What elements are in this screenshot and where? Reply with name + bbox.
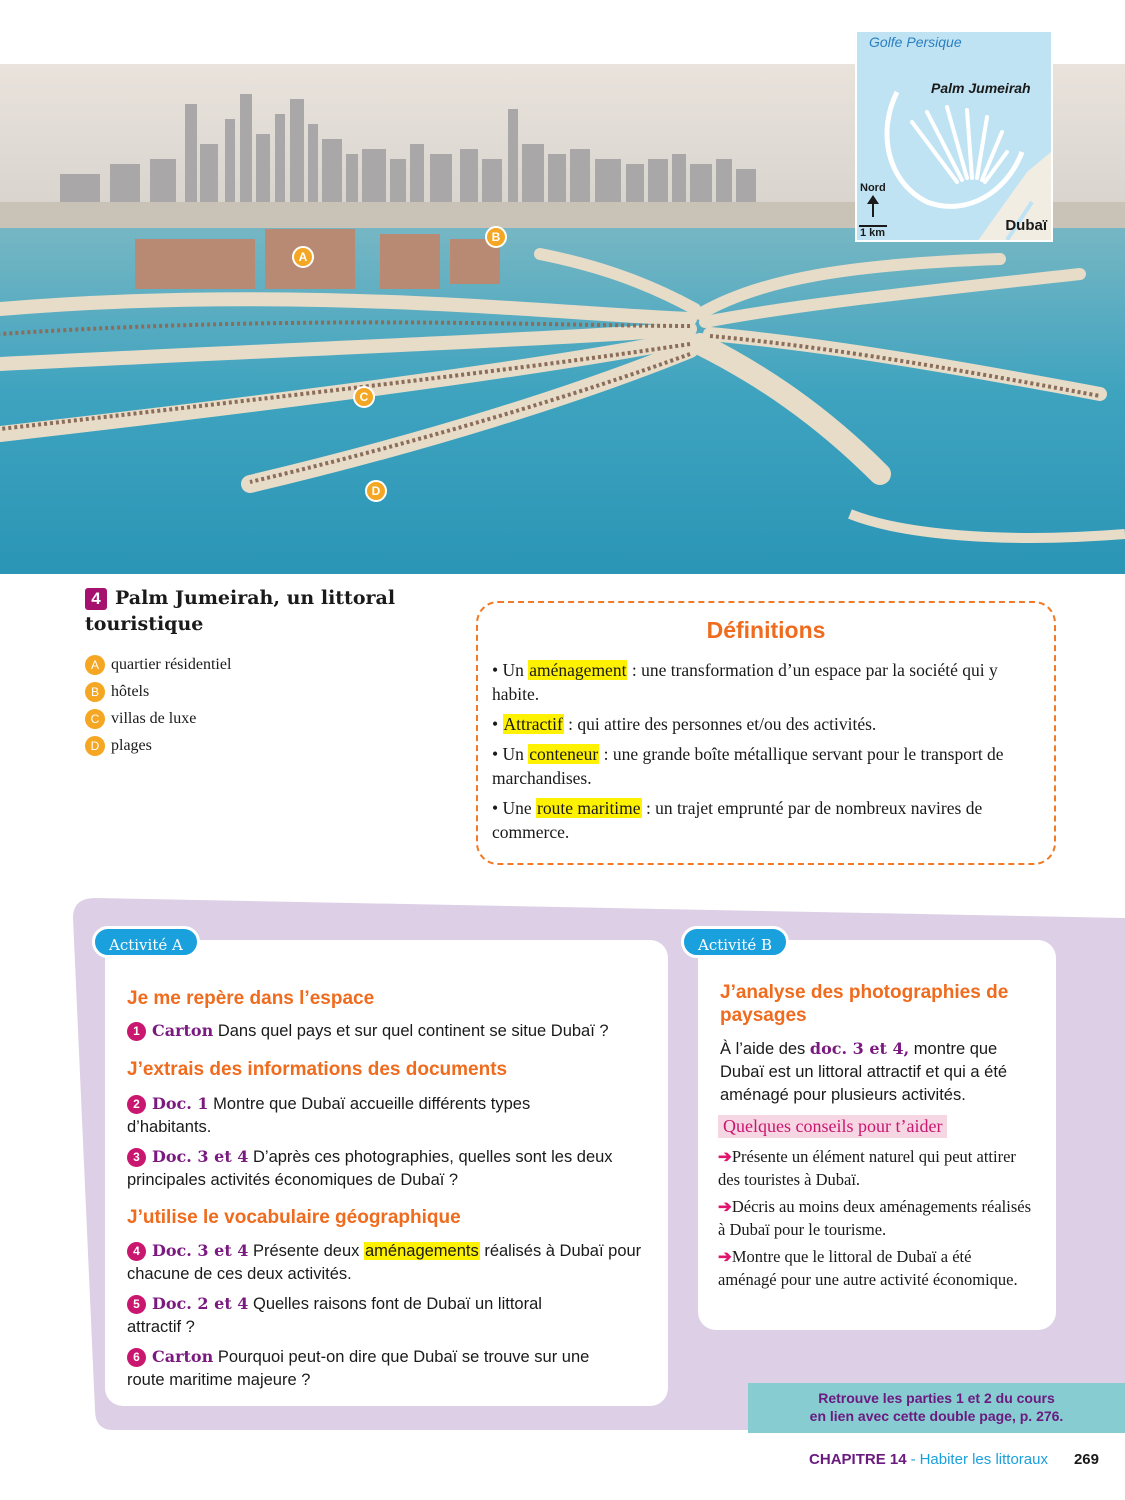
legend-item	[85, 732, 445, 759]
arrow-right-icon: ➔	[718, 1247, 732, 1266]
question-6	[127, 1345, 627, 1392]
intro-text: montre que Dubaï est un littoral attractif et qui a été aménagé pour plusieurs activités.	[720, 1040, 1008, 1104]
question-5	[127, 1292, 587, 1339]
question-3	[127, 1145, 647, 1192]
marker-a: A	[292, 246, 314, 268]
definition-term: Attractif	[503, 714, 563, 734]
legend-label: quartier résidentiel	[111, 655, 232, 673]
inset-scale-label: 1 km	[860, 227, 886, 239]
legend-key: C	[85, 709, 105, 729]
question-number: 6	[127, 1348, 146, 1367]
question-ref: Carton	[152, 1021, 214, 1040]
caption-title-text: Palm Jumeirah, un littoral touristique	[85, 587, 396, 635]
legend-key: D	[85, 736, 105, 756]
question-ref: Carton	[152, 1347, 214, 1366]
definition-item	[492, 742, 1040, 790]
definition-text: : qui attire des personnes et/ou des activités.	[563, 714, 877, 734]
tips-title: Quelques conseils pour t’aider	[718, 1115, 947, 1138]
legend-item	[85, 705, 445, 732]
question-1	[127, 1019, 647, 1043]
question-4	[127, 1239, 647, 1286]
reference-line: en lien avec cette double page, p. 276.	[809, 1408, 1064, 1424]
definition-prefix: • Un	[492, 744, 529, 764]
section-title-vocabulary: J’utilise le vocabulaire géographique	[127, 1207, 461, 1228]
definition-item	[492, 796, 1040, 844]
photo-legend	[85, 651, 445, 759]
legend-item	[85, 678, 445, 705]
question-text: D’après ces photographies, quelles sont les deux principales activités économiques de Dubaï ?	[127, 1148, 613, 1189]
question-number: 4	[127, 1242, 146, 1261]
tip-item	[718, 1145, 1038, 1191]
activity-a-tab: Activité A	[92, 926, 200, 958]
document-number: 4	[85, 588, 107, 610]
arrow-right-icon: ➔	[718, 1147, 732, 1166]
definition-term: conteneur	[529, 744, 599, 764]
definitions-title: Définitions	[706, 617, 826, 643]
question-text: réalisés à Dubaï pour chacune de ces deux activités.	[127, 1242, 642, 1283]
page-footer	[809, 1451, 1099, 1468]
definition-term: aménagement	[529, 660, 627, 680]
footer-title: Habiter les littoraux	[919, 1451, 1048, 1468]
inset-map-drawing	[857, 32, 1051, 240]
definition-prefix: •	[492, 714, 503, 734]
inset-gulf-label: Golfe Persique	[869, 34, 962, 50]
legend-label: plages	[111, 736, 152, 754]
question-number: 2	[127, 1095, 146, 1114]
legend-key: B	[85, 682, 105, 702]
question-ref: Doc. 1	[152, 1094, 209, 1113]
activity-b-intro	[720, 1037, 1040, 1107]
inset-north-label: Nord	[860, 182, 886, 194]
section-title-analyse: J’analyse des photographies de paysages	[720, 982, 1009, 1026]
legend-item	[85, 651, 445, 678]
definition-text: : une transformation d’un espace par la société qui y habite.	[492, 660, 998, 704]
definition-prefix: • Un	[492, 660, 529, 680]
intro-ref: doc. 3 et 4,	[809, 1039, 910, 1058]
marker-c: C	[353, 386, 375, 408]
question-number: 3	[127, 1148, 146, 1167]
photo-caption	[85, 585, 445, 759]
tip-item	[718, 1245, 1018, 1291]
arrow-right-icon: ➔	[718, 1197, 732, 1216]
page-number: 269	[1073, 1451, 1099, 1468]
footer-separator: -	[910, 1451, 916, 1468]
section-title-extract: J’extrais des informations des documents	[127, 1059, 508, 1080]
definition-text: : une grande boîte métallique servant pour le transport de marchandises.	[492, 744, 1004, 788]
marker-b: B	[485, 226, 507, 248]
definition-item	[492, 712, 1040, 736]
caption-title	[85, 585, 445, 637]
question-number: 1	[127, 1022, 146, 1041]
question-2	[127, 1092, 617, 1139]
legend-label: hôtels	[111, 682, 150, 700]
course-reference-box	[748, 1383, 1125, 1433]
tip-text: Montre que le littoral de Dubaï a été aménagé pour une autre activité économique.	[718, 1247, 1018, 1289]
inset-map	[855, 30, 1053, 242]
question-ref: Doc. 3 et 4	[152, 1241, 249, 1260]
question-number: 5	[127, 1295, 146, 1314]
definition-item	[492, 658, 1040, 706]
activities-panel	[73, 898, 1125, 1430]
question-text: Présente deux	[253, 1242, 364, 1260]
tip-item	[718, 1195, 1038, 1241]
reference-line: Retrouve les parties 1 et 2 du cours	[818, 1390, 1055, 1406]
activity-b-tab: Activité B	[681, 926, 789, 958]
legend-key: A	[85, 655, 105, 675]
intro-text: À l’aide des	[720, 1040, 810, 1058]
definition-prefix: • Une	[492, 798, 537, 818]
question-ref: Doc. 2 et 4	[152, 1294, 249, 1313]
inset-palm-label: Palm Jumeirah	[931, 80, 1031, 96]
question-text: Quelles raisons font de Dubaï un littoral attractif ?	[127, 1295, 542, 1336]
question-highlight: aménagements	[365, 1242, 479, 1260]
question-ref: Doc. 3 et 4	[152, 1147, 249, 1166]
question-text: Pourquoi peut-on dire que Dubaï se trouve sur une route maritime majeure ?	[127, 1348, 590, 1389]
definitions-box	[476, 601, 1056, 865]
marker-d: D	[365, 480, 387, 502]
tip-text: Décris au moins deux aménagements réalisés à Dubaï pour le tourisme.	[718, 1197, 1032, 1239]
question-text: Dans quel pays et sur quel continent se situe Dubaï ?	[217, 1022, 609, 1040]
definition-text: : un trajet emprunté par de nombreux navires de commerce.	[492, 798, 983, 842]
footer-chapter: CHAPITRE 14	[809, 1451, 907, 1468]
tip-text: Présente un élément naturel qui peut attirer des touristes à Dubaï.	[718, 1147, 1016, 1189]
inset-city-label: Dubaï	[1005, 217, 1047, 234]
legend-label: villas de luxe	[111, 709, 197, 727]
section-title-locate: Je me repère dans l’espace	[127, 988, 375, 1009]
question-text: Montre que Dubaï accueille différents types d’habitants.	[127, 1095, 531, 1136]
definition-term: route maritime	[537, 798, 641, 818]
